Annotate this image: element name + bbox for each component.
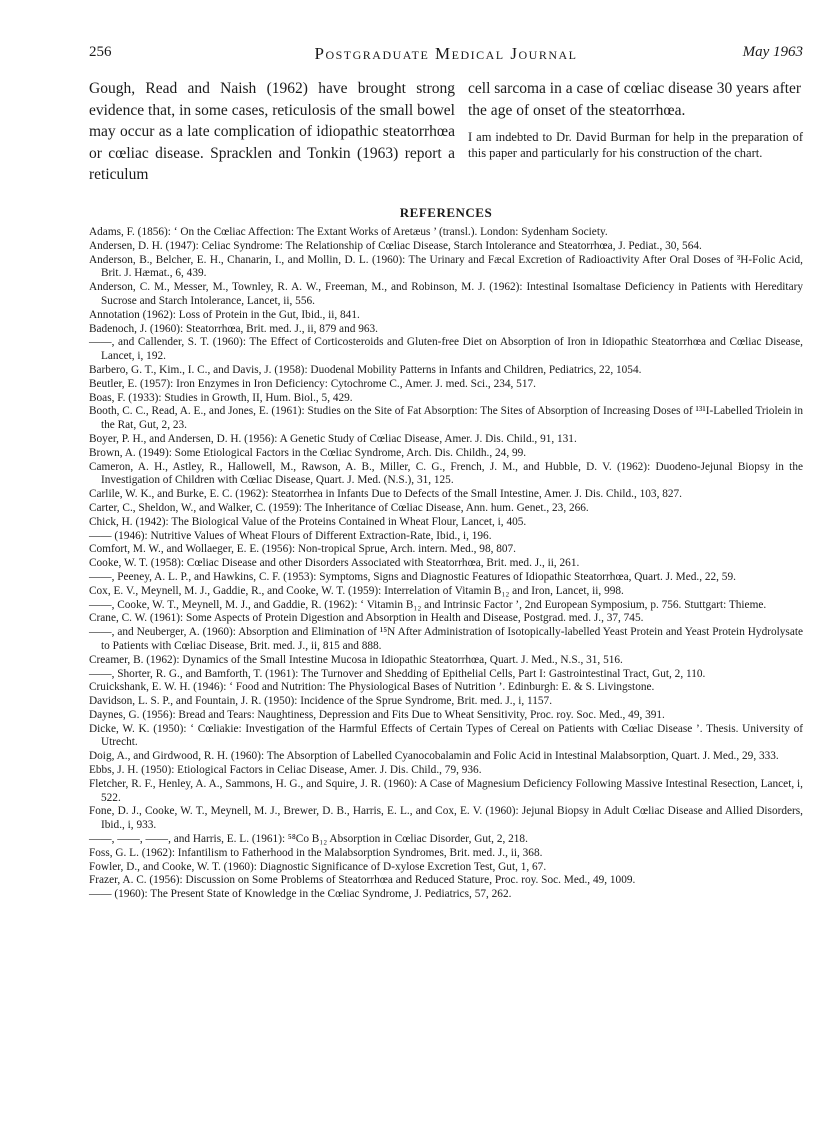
reference-item: Cruickshank, E. W. H. (1946): ‘ Food and Nutrition: The Physiological Bases of Nutrition ’. Edinburgh: E. & S. Livingstone. <box>89 681 655 694</box>
reference-item: Daynes, G. (1956): Bread and Tears: Naughtiness, Depression and Fits Due to Wheat Sensitivity, Proc. roy. Soc. Med., 49, 391. <box>89 708 665 721</box>
reference-item: Anderson, C. M., Messer, M., Townley, R. A. W., Freeman, M., and Robinson, M. J. (1962): Intestinal Isomaltase Deficiency in Patients with Hereditary Sucrose and Starch Intolerance, Lancet, ii, 556. <box>89 281 803 307</box>
reference-item: Booth, C. C., Read, A. E., and Jones, E. (1961): Studies on the Site of Fat Absorption: The Sites of Absorption of Increasing Doses of ¹³¹I-Labelled Triolein in the Rat, Gut, 2, 23. <box>89 405 803 432</box>
reference-item: Cooke, W. T. (1958): Cœliac Disease and other Disorders Associated with Steatorrhœa, Brit. med. J., ii, 261. <box>89 557 580 570</box>
references-heading: REFERENCES <box>399 205 493 220</box>
reference-item: Barbero, G. T., Kim., I. C., and Davis, J. (1958): Duodenal Mobility Patterns in Infants and Children, Pediatrics, 22, 1054. <box>89 363 642 376</box>
reference-item: ——, and Callender, S. T. (1960): The Effect of Corticosteroids and Gluten-free Diet on Absorption of Iron in Idiopathic Steatorrhœa and Cœliac Disease, Lancet, i, 192. <box>89 336 803 363</box>
reference-item: Fone, D. J., Cooke, W. T., Meynell, M. J., Brewer, D. B., Harris, E. L., and Cox, E. V. (1960): Jejunal Biopsy in Adult Cœliac Disease and Allied Disorders, Ibid., i, 933. <box>89 805 803 832</box>
reference-item: —— (1946): Nutritive Values of Wheat Flours of Different Extraction-Rate, Ibid., i, 196. <box>89 529 492 542</box>
reference-item: Davidson, L. S. P., and Fountain, J. R. (1950): Incidence of the Sprue Syndrome, Brit. med. J., i, 1157. <box>89 695 553 708</box>
reference-item: Ebbs, J. H. (1950): Etiological Factors in Celiac Disease, Amer. J. Dis. Child., 79, 936. <box>89 764 482 777</box>
journal-title: Postgraduate Medical Journal <box>314 44 578 63</box>
reference-item: Anderson, B., Belcher, E. H., Chanarin, I., and Mollin, D. L. (1960): The Urinary and Fæcal Excretion of Radioactivity After Oral Doses of ³H-Folic Acid, Brit. J. Hæmat., 6, 439. <box>89 253 803 280</box>
body-paragraph-right: cell sarcoma in a case of cœliac disease 30 years after the age of onset of the steatorrhœa. <box>468 80 802 119</box>
reference-item: Creamer, B. (1962): Dynamics of the Small Intestine Mucosa in Idiopathic Steatorrhœa, Quart. J. Med., N.S., 31, 516. <box>89 653 623 666</box>
reference-item: Frazer, A. C. (1956): Discussion on Some Problems of Steatorrhœa and Reduced Stature, Proc. roy. Soc. Med., 49, 1009. <box>89 874 636 887</box>
reference-item: ——, and Neuberger, A. (1960): Absorption and Elimination of ¹⁵N After Administration of Isotopically-labelled Yeast Protein and Yeast Protein Hydrolysate to Patients with Cœliac Disease, Brit. med. J., ii, 815 and 888. <box>89 626 803 652</box>
reference-item: ——, Cooke, W. T., Meynell, M. J., and Gaddie, R. (1962): ‘ Vitamin B₁₂ and Intrinsic Factor ’, 2nd European Symposium, p. 756. Stuttgart: Thieme. <box>89 598 767 611</box>
reference-item: Fowler, D., and Cooke, W. T. (1960): Diagnostic Significance of D-xylose Excretion Test, Gut, 1, 67. <box>89 860 547 873</box>
reference-item: Adams, F. (1856): ‘ On the Cœliac Affection: The Extant Works of Aretæus ’ (transl.). London: Sydenham Society. <box>89 226 608 238</box>
reference-item: Carlile, W. K., and Burke, E. C. (1962): Steatorrhea in Infants Due to Defects of the Small Intestine, Amer. J. Dis. Child., 103, 827. <box>89 488 682 501</box>
reference-item: Andersen, D. H. (1947): Celiac Syndrome: The Relationship of Cœliac Disease, Starch Intolerance and Steatorrhœa, J. Pediat., 30, 564. <box>89 239 702 252</box>
reference-item: ——, Shorter, R. G., and Bamforth, T. (1961): The Turnover and Shedding of Epithelial Cells, Part I: Gastrointestinal Tract, Gut, 2, 110. <box>89 667 706 680</box>
reference-item: Beutler, E. (1957): Iron Enzymes in Iron Deficiency: Cytochrome C., Amer. J. med. Sci., 234, 517. <box>89 377 536 390</box>
reference-item: —— (1960): The Present State of Knowledge in the Cœliac Syndrome, J. Pediatrics, 57, 262. <box>89 888 512 901</box>
reference-item: ——, ——, ——, and Harris, E. L. (1961): ⁵⁸Co B₁₂ Absorption in Cœliac Disorder, Gut, 2, 218. <box>89 833 528 846</box>
issue-date: May 1963 <box>742 44 803 60</box>
reference-item: Badenoch, J. (1960): Steatorrhœa, Brit. med. J., ii, 879 and 963. <box>89 322 378 335</box>
page-header <box>89 44 803 70</box>
reference-item: Chick, H. (1942): The Biological Value of the Proteins Contained in Wheat Flour, Lancet, i, 405. <box>89 515 527 528</box>
reference-item: Comfort, M. W., and Wollaeger, E. E. (1956): Non-tropical Sprue, Arch. intern. Med., 98, 807. <box>89 543 517 556</box>
reference-item: Boas, F. (1933): Studies in Growth, II, Hum. Biol., 5, 429. <box>89 391 353 404</box>
reference-item: Carter, C., Sheldon, W., and Walker, C. (1959): The Inheritance of Cœliac Disease, Ann. hum. Genet., 23, 266. <box>89 501 589 514</box>
reference-item: Cameron, A. H., Astley, R., Hallowell, M., Rawson, A. B., Miller, C. G., French, J. M., and Hubble, D. V. (1962): Duodeno-Jejunal Biopsy in the Investigation of Children with Cœliac Disease, Quart. J. Med. (N.S.), 31, 125. <box>89 460 803 487</box>
reference-item: Doig, A., and Girdwood, R. H. (1960): The Absorption of Labelled Cyanocobalamin and Folic Acid in Intestinal Malabsorption, Quart. J. Med., 29, 333. <box>89 750 779 763</box>
reference-item: Brown, A. (1949): Some Etiological Factors in the Cœliac Syndrome, Arch. Dis. Childh., 24, 99. <box>89 446 527 459</box>
reference-item: Annotation (1962): Loss of Protein in the Gut, Ibid., ii, 841. <box>89 308 360 321</box>
references-list <box>89 226 803 902</box>
body-right-column <box>468 78 803 161</box>
reference-item: Crane, C. W. (1961): Some Aspects of Protein Digestion and Absorption in Health and Disease, Postgrad. med. J., 37, 745. <box>89 612 644 625</box>
page-number: 256 <box>89 44 112 60</box>
reference-item: Boyer, P. H., and Andersen, D. H. (1956): A Genetic Study of Cœliac Disease, Amer. J. Dis. Child., 91, 131. <box>89 432 577 445</box>
reference-item: Dicke, W. K. (1950): ‘ Cœliakie: Investigation of the Harmful Effects of Certain Types of Cereal on Patients with Cœliac Disease ’. Thesis. University of Utrecht. <box>89 722 803 749</box>
body-left-column <box>89 78 455 186</box>
reference-item: Foss, G. L. (1962): Infantilism to Fatherhood in the Malabsorption Syndromes, Brit. med. J., ii, 368. <box>89 846 543 859</box>
acknowledgement: I am indebted to Dr. David Burman for help in the preparation of this paper and particularly for his construction of the chart. <box>468 130 803 160</box>
reference-item: Cox, E. V., Meynell, M. J., Gaddie, R., and Cooke, W. T. (1959): Interrelation of Vitamin B₁₂ and Iron, Lancet, ii, 998. <box>89 584 624 597</box>
reference-item: Fletcher, R. F., Henley, A. A., Sammons, H. G., and Squire, J. R. (1960): A Case of Magnesium Deficiency Following Massive Intestinal Resection, Lancet, i, 522. <box>89 777 803 804</box>
reference-item: ——, Peeney, A. L. P., and Hawkins, C. F. (1953): Symptoms, Signs and Diagnostic Features of Idiopathic Steatorrhœa, Quart. J. Med., 22, 59. <box>89 570 736 583</box>
body-paragraph-left: Gough, Read and Naish (1962) have brought strong evidence that, in some cases, reticulosis of the small bowel may occur as a late complication of idiopathic steatorrhœa or cœliac disease. Spracklen and Tonkin (1963) report a reticulum <box>89 80 455 183</box>
